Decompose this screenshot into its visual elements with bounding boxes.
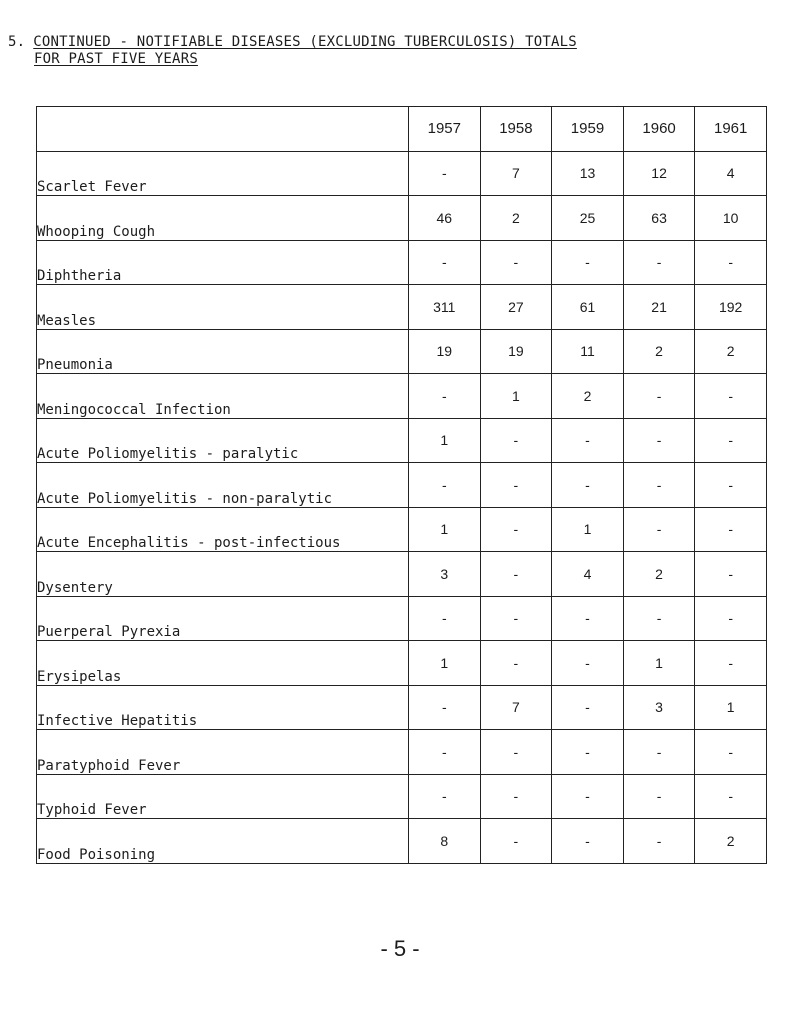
disease-name: Typhoid Fever (37, 774, 409, 819)
value-cell: - (695, 641, 767, 686)
value-cell: - (480, 774, 552, 819)
value-cell: - (409, 151, 481, 196)
table-row (37, 774, 767, 819)
value-cell: - (409, 596, 481, 641)
table-row (37, 374, 767, 419)
value-cell: - (552, 463, 624, 508)
value-cell: 4 (552, 552, 624, 597)
value-cell: - (623, 774, 695, 819)
value-cell: 1 (552, 507, 624, 552)
value-cell: 21 (623, 285, 695, 330)
value-cell: - (552, 418, 624, 463)
value-cell: 61 (552, 285, 624, 330)
value-cell: - (695, 596, 767, 641)
value-cell: - (695, 374, 767, 419)
value-cell: 2 (552, 374, 624, 419)
value-cell: 2 (695, 329, 767, 374)
header-cell-1959: 1959 (552, 107, 624, 152)
section-number: 5. (8, 34, 26, 50)
value-cell: 1 (409, 418, 481, 463)
disease-name: Diphtheria (37, 240, 409, 285)
disease-name: Food Poisoning (37, 819, 409, 864)
table-row (37, 329, 767, 374)
table-row (37, 151, 767, 196)
value-cell: - (552, 685, 624, 730)
section-heading (8, 34, 577, 68)
value-cell: 46 (409, 196, 481, 241)
value-cell: - (695, 418, 767, 463)
disease-name: Scarlet Fever (37, 151, 409, 196)
value-cell: - (623, 463, 695, 508)
value-cell: - (695, 552, 767, 597)
value-cell: - (409, 374, 481, 419)
value-cell: 4 (695, 151, 767, 196)
table-row (37, 418, 767, 463)
table-row (37, 685, 767, 730)
disease-name: Measles (37, 285, 409, 330)
value-cell: 2 (623, 552, 695, 597)
value-cell: 1 (480, 374, 552, 419)
value-cell: - (480, 463, 552, 508)
value-cell: 7 (480, 685, 552, 730)
value-cell: - (409, 463, 481, 508)
table-row (37, 196, 767, 241)
value-cell: - (480, 641, 552, 686)
value-cell: 1 (695, 685, 767, 730)
value-cell: 10 (695, 196, 767, 241)
table-row (37, 552, 767, 597)
value-cell: - (695, 463, 767, 508)
value-cell: - (695, 240, 767, 285)
header-cell-1957: 1957 (409, 107, 481, 152)
value-cell: - (623, 507, 695, 552)
value-cell: - (623, 596, 695, 641)
value-cell: 13 (552, 151, 624, 196)
value-cell: 192 (695, 285, 767, 330)
value-cell: - (480, 418, 552, 463)
table-row (37, 730, 767, 775)
value-cell: - (552, 819, 624, 864)
value-cell: - (695, 730, 767, 775)
value-cell: - (623, 730, 695, 775)
header-cell-1958: 1958 (480, 107, 552, 152)
value-cell: 3 (409, 552, 481, 597)
disease-name: Erysipelas (37, 641, 409, 686)
value-cell: 7 (480, 151, 552, 196)
table-header (37, 107, 767, 152)
value-cell: 19 (409, 329, 481, 374)
value-cell: 2 (623, 329, 695, 374)
disease-name: Pneumonia (37, 329, 409, 374)
value-cell: - (695, 507, 767, 552)
heading-subtitle: FOR PAST FIVE YEARS (34, 51, 198, 67)
value-cell: - (480, 730, 552, 775)
disease-name: Paratyphoid Fever (37, 730, 409, 775)
value-cell: 2 (695, 819, 767, 864)
value-cell: 11 (552, 329, 624, 374)
table-row (37, 507, 767, 552)
value-cell: 1 (623, 641, 695, 686)
value-cell: - (695, 774, 767, 819)
value-cell: - (480, 552, 552, 597)
value-cell: 63 (623, 196, 695, 241)
value-cell: 12 (623, 151, 695, 196)
disease-name: Infective Hepatitis (37, 685, 409, 730)
value-cell: - (623, 374, 695, 419)
disease-name: Puerperal Pyrexia (37, 596, 409, 641)
value-cell: 311 (409, 285, 481, 330)
value-cell: - (480, 819, 552, 864)
value-cell: - (552, 596, 624, 641)
value-cell: - (409, 730, 481, 775)
table-row (37, 240, 767, 285)
value-cell: 8 (409, 819, 481, 864)
value-cell: 3 (623, 685, 695, 730)
disease-name: Meningococcal Infection (37, 374, 409, 419)
value-cell: - (552, 730, 624, 775)
header-cell-disease (37, 107, 409, 152)
disease-name: Acute Encephalitis - post-infectious (37, 507, 409, 552)
table-row (37, 596, 767, 641)
disease-name: Whooping Cough (37, 196, 409, 241)
value-cell: - (623, 418, 695, 463)
value-cell: - (623, 240, 695, 285)
table-row (37, 641, 767, 686)
value-cell: - (480, 596, 552, 641)
table-row (37, 463, 767, 508)
value-cell: 1 (409, 507, 481, 552)
value-cell: 27 (480, 285, 552, 330)
table-body (37, 151, 767, 863)
header-row (37, 107, 767, 152)
table-row (37, 285, 767, 330)
value-cell: - (409, 685, 481, 730)
value-cell: - (480, 240, 552, 285)
header-cell-1960: 1960 (623, 107, 695, 152)
disease-name: Dysentery (37, 552, 409, 597)
value-cell: - (409, 774, 481, 819)
value-cell: - (552, 240, 624, 285)
header-cell-1961: 1961 (695, 107, 767, 152)
value-cell: - (552, 641, 624, 686)
page-number: - 5 - (380, 936, 420, 961)
disease-name: Acute Poliomyelitis - non-paralytic (37, 463, 409, 508)
value-cell: - (480, 507, 552, 552)
value-cell: 2 (480, 196, 552, 241)
value-cell: 19 (480, 329, 552, 374)
heading-title: CONTINUED - NOTIFIABLE DISEASES (EXCLUDING TUBERCULOSIS) TOTALS (33, 34, 577, 50)
value-cell: - (409, 240, 481, 285)
value-cell: 25 (552, 196, 624, 241)
table-row (37, 819, 767, 864)
notifiable-diseases-table (36, 106, 767, 864)
value-cell: 1 (409, 641, 481, 686)
value-cell: - (552, 774, 624, 819)
value-cell: - (623, 819, 695, 864)
disease-name: Acute Poliomyelitis - paralytic (37, 418, 409, 463)
